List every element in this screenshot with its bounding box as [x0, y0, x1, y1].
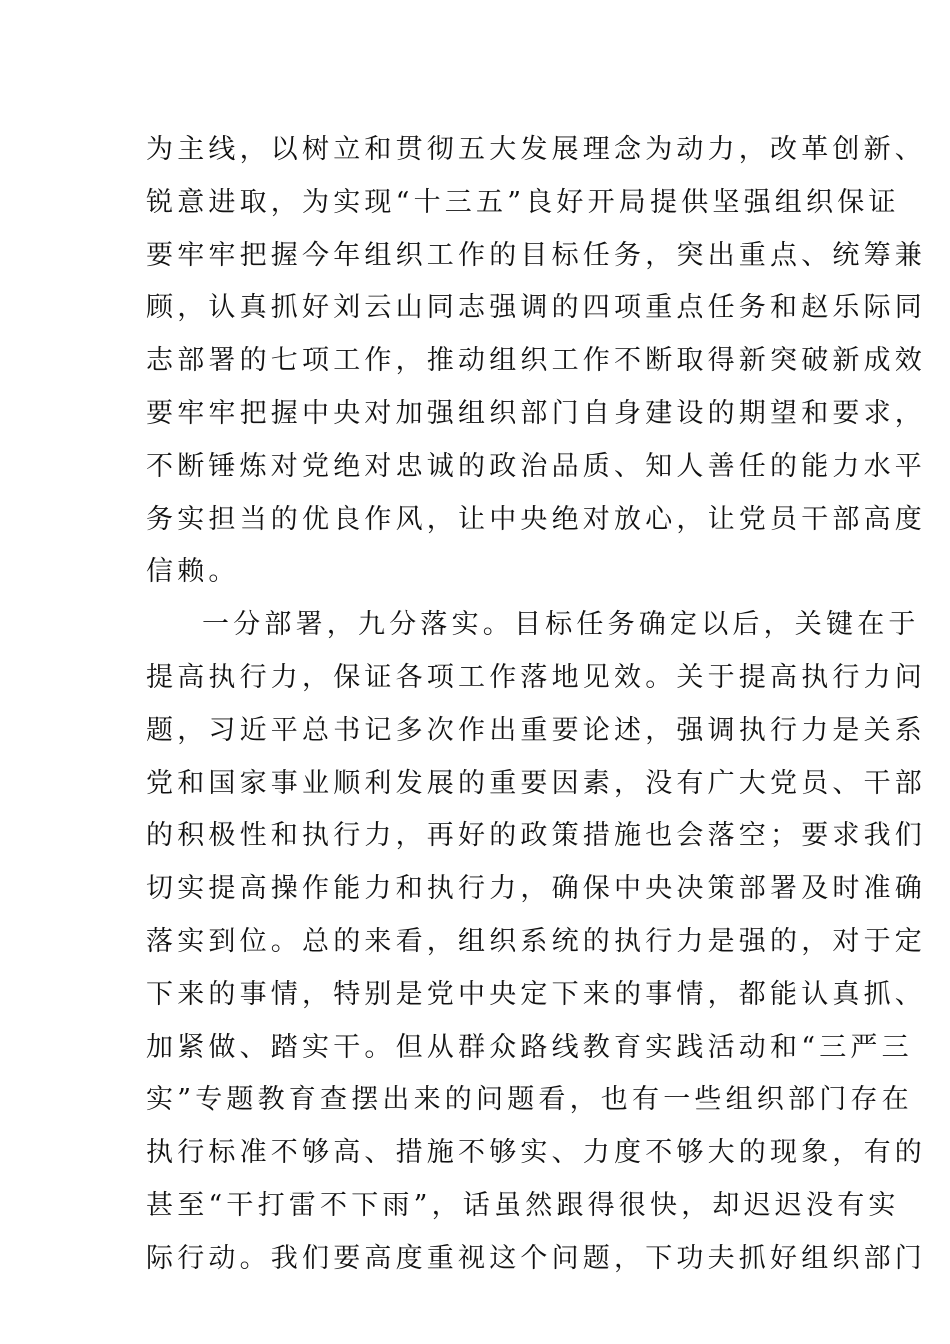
text-line: 加紧做、踏实干。但从群众路线教育实践活动和“三严三	[146, 1031, 913, 1063]
text-line: 务实担当的优良作风，让中央绝对放心，让党员干部高度	[146, 503, 926, 535]
text-line: 为主线，以树立和贯彻五大发展理念为动力，改革创新、	[146, 134, 926, 165]
text-line: 不断锤炼对党绝对忠诚的政治品质、知人善任的能力水平	[146, 450, 926, 482]
text-line: 要牢牢把握中央对加强组织部门自身建设的期望和要求，	[146, 397, 926, 429]
text-line: 下来的事情，特别是党中央定下来的事情，都能认真抓、	[146, 978, 926, 1010]
text-line: 切实提高操作能力和执行力，确保中央决策部署及时准确	[146, 873, 926, 905]
text-line: 际行动。我们要高度重视这个问题，下功夫抓好组织部门	[146, 1242, 926, 1274]
text-line: 题，习近平总书记多次作出重要论述，强调执行力是关系	[146, 714, 926, 746]
text-line: 志部署的七项工作，推动组织工作不断取得新突破新成效	[146, 345, 926, 377]
paragraph-start-line: 一分部署，九分落实。目标任务确定以后，关键在于	[202, 609, 920, 641]
text-line: 的积极性和执行力，再好的政策措施也会落空；要求我们	[146, 820, 926, 852]
text-line: 提高执行力，保证各项工作落地见效。关于提高执行力问	[146, 661, 926, 693]
text-line: 锐意进取，为实现“十三五”良好开局提供坚强组织保证	[146, 186, 900, 218]
text-line: 要牢牢把握今年组织工作的目标任务，突出重点、统筹兼	[146, 239, 926, 271]
text-line: 信赖。	[146, 556, 240, 588]
body-text	[146, 124, 926, 1286]
text-line: 实”专题教育查摆出来的问题看，也有一些组织部门存在	[146, 1084, 913, 1116]
text-line: 党和国家事业顺利发展的重要因素，没有广大党员、干部	[146, 767, 926, 799]
text-line: 顾，认真抓好刘云山同志强调的四项重点任务和赵乐际同	[146, 292, 926, 324]
text-line: 落实到位。总的来看，组织系统的执行力是强的，对于定	[146, 925, 926, 957]
text-line: 执行标准不够高、措施不够实、力度不够大的现象，有的	[146, 1137, 926, 1169]
text-line: 甚至“干打雷不下雨”，话虽然跟得很快，却迟迟没有实	[146, 1189, 900, 1221]
